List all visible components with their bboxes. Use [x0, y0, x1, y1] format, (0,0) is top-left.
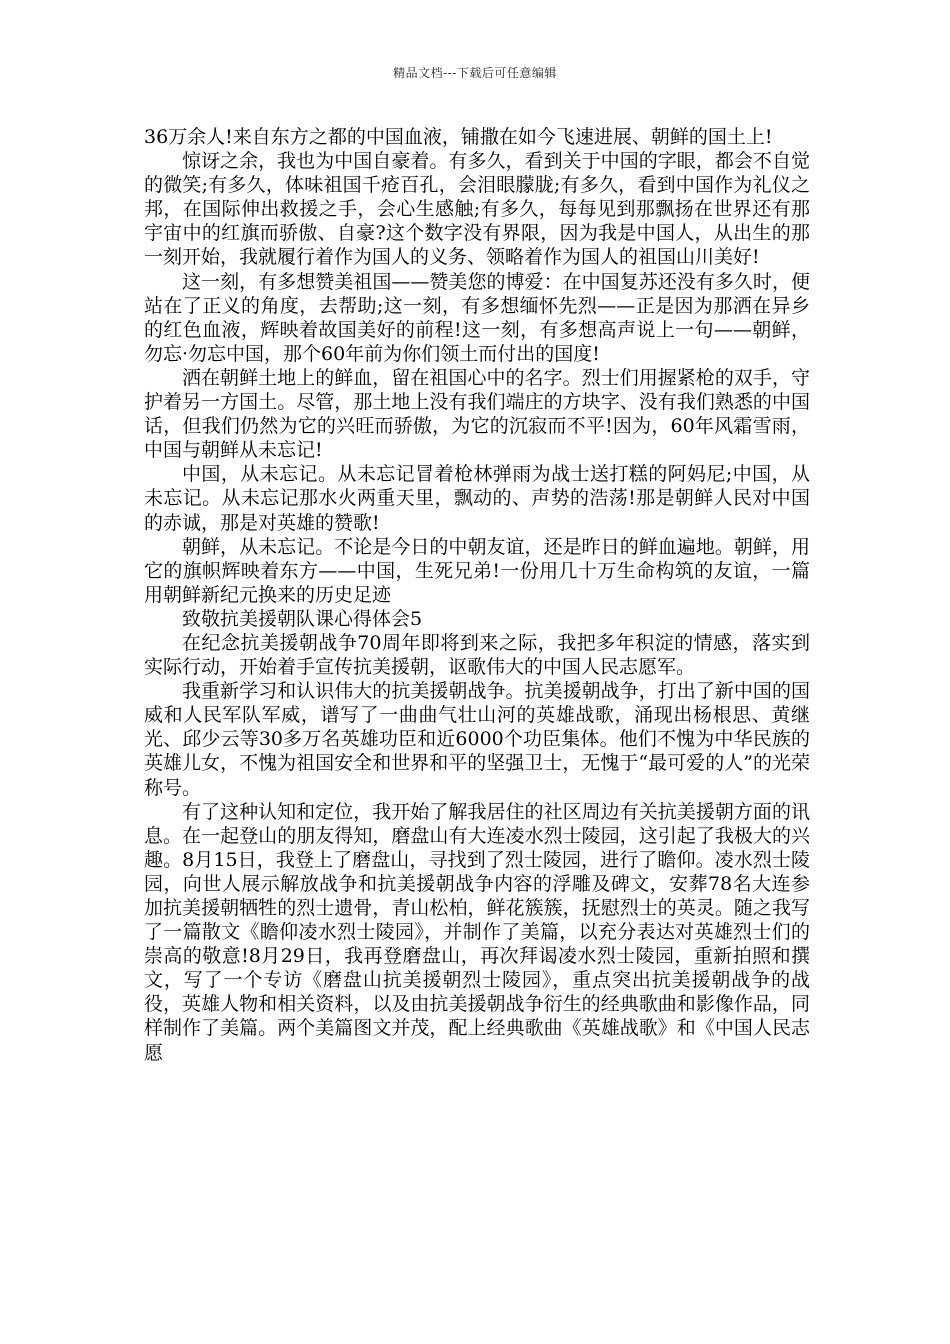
paragraph: 这一刻，有多想赞美祖国——赞美您的博爱：在中国复苏还没有多久时，便站在了正义的角度，去帮助;这一刻，有多想缅怀先烈——正是因为那洒在异乡的红色血液，辉映着故国美好的前程!这一刻，有多想高声说上一句——朝鲜，勿忘·勿忘中国，那个60年前为你们领土而付出的国度!	[144, 270, 810, 365]
section-heading: 致敬抗美援朝队课心得体会5	[182, 607, 423, 630]
page-header: 精品文档---下载后可任意编辑	[393, 66, 557, 80]
paragraph: 中国，从未忘记。从未忘记冒着枪林弹雨为战士送打糕的阿妈尼;中国，从未忘记。从未忘记那水火两重天里，飘动的、声势的浩荡!那是朝鲜人民对中国的赤诚，那是对英雄的赞歌!	[144, 463, 810, 534]
paragraph: 洒在朝鲜土地上的鲜血，留在祖国心中的名字。烈士们用握紧枪的双手，守护着另一方国土。尽管，那土地上没有我们端庄的方块字、没有我们熟悉的中国话，但我们仍然为它的兴旺而骄傲，为它的沉寂而不平!因为，60年风霜雪雨，中国与朝鲜从未忘记!	[144, 366, 810, 462]
document-body	[144, 125, 810, 1065]
paragraph: 惊讶之余，我也为中国自豪着。有多久，看到关于中国的字眼，都会不自觉的微笑;有多久，体味祖国千疮百孔，会泪眼朦胧;有多久，看到中国作为礼仪之邦，在国际伸出救援之手，会心生感触;有多久，每每见到那飘扬在世界还有那宇宙中的红旗而骄傲、自豪?这个数字没有界限，因为我是中国人，从出生的那一刻开始，我就履行着作为国人的义务、领略着作为国人的祖国山川美好!	[144, 150, 810, 269]
paragraph: 36万余人!来自东方之都的中国血液，铺撒在如今飞速进展、朝鲜的国土上!	[144, 126, 773, 148]
paragraph: 我重新学习和认识伟大的抗美援朝战争。抗美援朝战争，打出了新中国的国威和人民军队军威，谱写了一曲曲气壮山河的英雄战歌，涌现出杨根思、黄继光、邱少云等30多万名英雄功臣和近6000个功臣集体。他们不愧为中华民族的英雄儿女，不愧为祖国安全和世界和平的坚强卫士，无愧于“最可爱的人”的光荣称号。	[144, 680, 810, 799]
paragraph: 朝鲜，从未忘记。不论是今日的中朝友谊，还是昨日的鲜血遍地。朝鲜，用它的旗帜辉映着东方——中国，生死兄弟!一份用几十万生命构筑的友谊，一篇用朝鲜新纪元换来的历史足迹	[144, 535, 810, 606]
paragraph: 在纪念抗美援朝战争70周年即将到来之际，我把多年积淀的情感，落实到实际行动，开始着手宣传抗美援朝，讴歌伟大的中国人民志愿军。	[144, 631, 810, 679]
paragraph: 有了这种认知和定位，我开始了解我居住的社区周边有关抗美援朝方面的讯息。在一起登山的朋友得知，磨盘山有大连凌水烈士陵园，这引起了我极大的兴趣。8月15日，我登上了磨盘山，寻找到了烈士陵园，进行了瞻仰。凌水烈士陵园，向世人展示解放战争和抗美援朝战争内容的浮雕及碑文，安葬78名大连参加抗美援朝牺牲的烈士遗骨，青山松柏，鲜花簇簇，抚慰烈士的英灵。随之我写了一篇散文《瞻仰凌水烈士陵园》，并制作了美篇，以充分表达对英雄烈士们的崇高的敬意!8月29日，我再登磨盘山，再次拜谒凌水烈士陵园，重新拍照和撰文，写了一个专访《磨盘山抗美援朝烈士陵园》，重点突出抗美援朝战争的战役，英雄人物和相关资料，以及由抗美援朝战争衍生的经典歌曲和影像作品，同样制作了美篇。两个美篇图文并茂，配上经典歌曲《英雄战歌》和《中国人民志愿	[144, 800, 810, 1064]
